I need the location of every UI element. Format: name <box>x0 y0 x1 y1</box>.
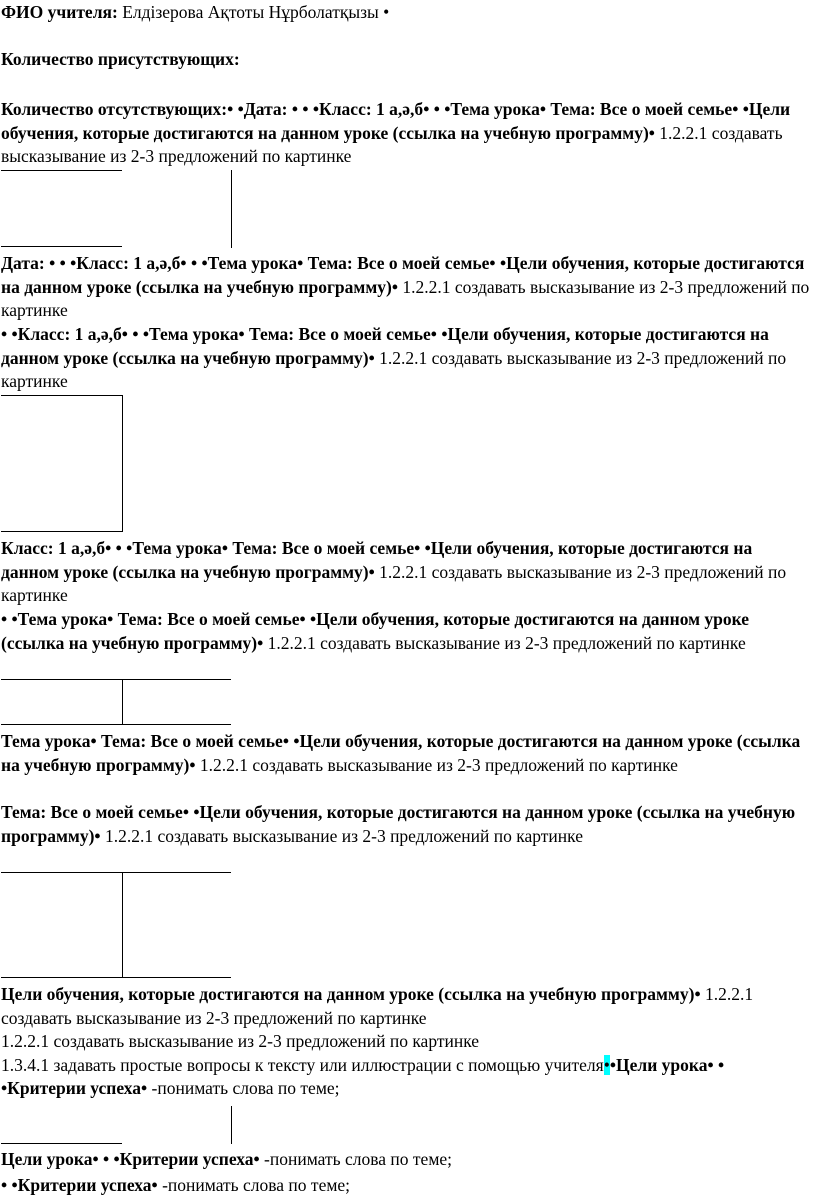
table-line <box>122 395 123 532</box>
bullet-icon: • <box>238 324 245 344</box>
topic-header: Тема урока <box>1 731 91 751</box>
bullet-icon: • <box>310 609 317 629</box>
bullet-icon: • <box>92 1149 99 1169</box>
teacher-name: Елдізерова Ақтоты Нұрболатқызы <box>117 2 384 22</box>
bullet-icon: • <box>180 253 187 273</box>
criteria-label: Критерии успеха <box>17 1175 152 1195</box>
goals-label: Цели обучения, которые достигаются на данном уроке (ссылка на учебную программу) <box>1 731 801 775</box>
objective-text: 1.2.2.1 создавать высказывание из 2-3 предложений по картинке <box>1 561 787 606</box>
bullet-icon: • <box>151 1175 158 1195</box>
bullet-icon: • <box>182 802 189 822</box>
objective-text: 1.2.2.1 создавать высказывание из 2-3 предложений по картинке <box>195 754 678 775</box>
bullet-icon: • <box>90 731 97 751</box>
goals-label: Цели обучения, которые достигаются на данном уроке (ссылка на учебную программу) <box>1 609 750 653</box>
bullet-icon: • <box>694 984 701 1004</box>
bullet-icon: • <box>293 731 300 751</box>
topic-header: Тема урока <box>132 538 222 558</box>
criteria-label: Критерии успеха <box>7 1078 142 1099</box>
topic-label: Тема: Все о моей семье <box>244 324 431 344</box>
criteria-text: -понимать слова по теме; <box>259 1149 453 1169</box>
goals-label: Цели обучения, которые достигаются на данном уроке (ссылка на учебную программу) <box>1 253 805 297</box>
goals-label: Цели обучения, которые достигаются на данном уроке (ссылка на учебную программу) <box>1 324 769 368</box>
date-label: Дата: <box>243 99 292 119</box>
bullet-icon: • <box>441 324 448 344</box>
bullet-icon: • <box>1 1078 8 1099</box>
bullet-icon: • <box>291 99 299 119</box>
bullet-icon: • <box>201 253 208 273</box>
bullet-icon: • <box>609 1054 616 1075</box>
objective-text: 1.2.2.1 создавать высказывание из 2-3 предложений по картинке <box>1 122 783 167</box>
bullet-icon: • <box>414 538 421 558</box>
goals-label: Цели обучения, которые достигаются на данном уроке (ссылка на учебную программу) <box>1 802 796 846</box>
teacher-line <box>1 1 813 25</box>
bullet-icon: • <box>742 99 749 119</box>
block-date <box>1 252 813 323</box>
table-line <box>122 679 123 725</box>
lesson-goals-label: Цели урока <box>1 1149 93 1169</box>
table-line <box>1 395 122 396</box>
table-line <box>1 977 231 978</box>
bullet-icon: • <box>423 99 430 119</box>
topic-label: Тема: Все о моей семье <box>113 609 300 629</box>
bullet-icon: • <box>1 1175 8 1195</box>
block-topic-header <box>1 730 813 777</box>
bullet-icon: • <box>282 731 289 751</box>
bullet-icon: • <box>105 538 112 558</box>
goals-label: Цели обучения, которые достигаются на данном уроке (ссылка на учебную программу) <box>1 984 695 1004</box>
bullet-icon: • <box>368 347 375 368</box>
objective-text: 1.2.2.1 создавать высказывание из 2-3 предложений по картинке <box>100 825 583 846</box>
bullet-icon: • <box>49 253 56 273</box>
criteria-text: -понимать слова по теме; <box>157 1175 351 1195</box>
bullet-icon: • <box>227 99 234 119</box>
bullet-icon: • <box>237 99 244 119</box>
bullet-icon: • <box>297 253 304 273</box>
bullet-icon: • <box>193 802 200 822</box>
goals-label: Цели обучения, которые достигаются на данном уроке (ссылка на учебную программу) <box>1 99 791 143</box>
topic-label: Тема: Все о моей семье <box>1 802 183 822</box>
bullet-icon: • <box>59 253 66 273</box>
table-line <box>1 170 122 171</box>
topic-label: Тема: Все о моей семье <box>303 253 490 273</box>
block-topic <box>1 801 813 848</box>
lesson-goals-label: Цели урока <box>616 1054 708 1075</box>
bullet-icon: • <box>648 122 655 143</box>
bullet-icon: • <box>113 1149 120 1169</box>
block-lesson-goals <box>1 1148 813 1172</box>
bullet-icon: • <box>70 253 77 273</box>
bullet-icon: • <box>299 609 306 629</box>
topic-header: Тема урока <box>450 99 540 119</box>
criteria-text: -понимать слова по теме; <box>147 1078 340 1099</box>
bullet-icon: • <box>107 609 114 629</box>
class-label: Класс: 1 а,ә,б <box>17 324 122 344</box>
bullet-icon: • <box>444 99 451 119</box>
teacher-label: ФИО учителя: <box>1 2 118 22</box>
table-line <box>1 1143 122 1144</box>
bullet-icon: • <box>189 754 196 775</box>
bullet-icon: • <box>11 609 18 629</box>
bullet-icon: • <box>102 1149 110 1169</box>
bullet-icon: • <box>141 1078 148 1099</box>
bullet-icon: • <box>94 825 101 846</box>
bullet-icon: • <box>142 324 149 344</box>
table-line <box>1 872 231 873</box>
bullet-icon: • <box>121 324 128 344</box>
bullet-icon: • <box>115 538 122 558</box>
bullet-icon: • <box>1 324 8 344</box>
table-line <box>1 531 122 532</box>
bullet-icon: • <box>424 538 431 558</box>
topic-label: Тема: Все о моей семье <box>546 99 733 119</box>
objective-text: 1.2.2.1 создавать высказывание из 2-3 предложений по картинке <box>1 984 754 1028</box>
bullet-icon: • <box>499 253 507 273</box>
table-line <box>1 724 231 725</box>
table-line <box>1 679 231 680</box>
block-class <box>1 537 813 608</box>
bullet-icon: • <box>221 538 228 558</box>
bullet-icon: • <box>126 538 133 558</box>
block-class-cont <box>1 323 813 394</box>
bullet-icon: • <box>190 253 198 273</box>
present-label: Количество присутствующих: <box>1 49 240 69</box>
bullet-icon: • <box>257 632 264 653</box>
bullet-icon: • <box>539 99 546 119</box>
class-label: Класс: 1 а,ә,б <box>1 538 106 558</box>
bullet-icon: • <box>312 99 320 119</box>
topic-label: Тема: Все о моей семье <box>96 731 283 751</box>
class-label: Класс: 1 а,ә,б <box>319 99 424 119</box>
block-goals <box>1 983 813 1101</box>
bullet-icon: • <box>430 324 437 344</box>
bullet-icon: • <box>1 609 8 629</box>
bullet-icon: • <box>707 1054 714 1075</box>
bullet-icon: • <box>489 253 496 273</box>
bullet-icon: • <box>302 99 309 119</box>
objective-text: 1.2.2.1 создавать высказывание из 2-3 предложений по картинке <box>1 1031 480 1052</box>
block-criteria <box>1 1174 813 1198</box>
block-absent <box>1 98 813 169</box>
bullet-icon: • <box>717 1054 725 1075</box>
topic-header: Тема урока <box>207 253 298 273</box>
bullet-icon: • <box>11 324 18 344</box>
present-line <box>1 48 813 72</box>
bullet-icon: • <box>368 561 375 582</box>
table-line <box>1 246 122 247</box>
highlighted-bullet-icon: • <box>603 1054 610 1075</box>
block-topic-header-cont <box>1 608 813 655</box>
topic-header: Тема урока <box>148 324 239 344</box>
table-line <box>231 1106 232 1144</box>
objective-text-2: 1.3.4.1 задавать простые вопросы к тексту или иллюстрации с помощью учителя <box>1 1054 604 1075</box>
objective-text: 1.2.2.1 создавать высказывание из 2-3 предложений по картинке <box>1 276 810 321</box>
bullet-icon: • <box>132 324 139 344</box>
criteria-label: Критерии успеха <box>119 1149 254 1169</box>
table-line <box>231 170 232 248</box>
bullet-icon: • <box>253 1149 260 1169</box>
goals-label: Цели обучения, которые достигаются на данном уроке (ссылка на учебную программу) <box>1 538 753 582</box>
bullet-icon: • <box>391 276 398 297</box>
table-line <box>122 872 123 978</box>
bullet-icon: • <box>11 1175 18 1195</box>
bullet-icon: • <box>732 99 739 119</box>
date-label: Дата: <box>1 253 50 273</box>
topic-label: Тема: Все о моей семье <box>227 538 415 558</box>
objective-text: 1.2.2.1 создавать высказывание из 2-3 предложений по картинке <box>263 632 746 653</box>
objective-text: 1.2.2.1 создавать высказывание из 2-3 предложений по картинке <box>1 347 787 392</box>
absent-label: Количество отсутствующих: <box>1 99 228 119</box>
bullet-icon: • <box>433 99 440 119</box>
class-label: Класс: 1 а,ә,б <box>76 253 181 273</box>
bullet-icon: • <box>383 2 390 22</box>
topic-header: Тема урока <box>17 609 108 629</box>
